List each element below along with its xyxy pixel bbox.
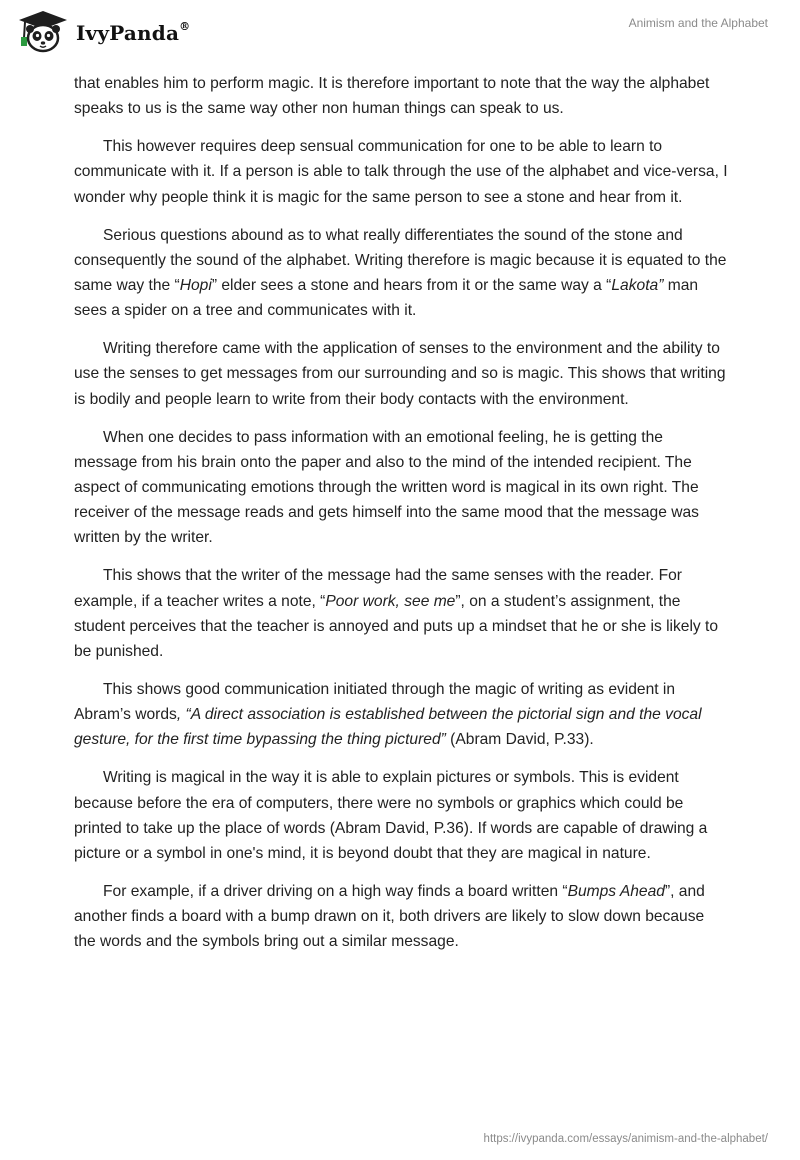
paragraph-text: Serious questions abound as to what really differentiates the sound of the stone and consequently the sound of the alphabet. Writing therefore is magic because it is equated to the same way the “ xyxy=(74,226,727,295)
ivypanda-logo[interactable] xyxy=(14,8,190,54)
essay-paragraph xyxy=(74,879,729,955)
paragraph-text: This shows good communication initiated through the magic of writing as evident in Abram’s words xyxy=(74,681,676,724)
essay-paragraph xyxy=(74,134,729,210)
italic-text: Bumps Ahead xyxy=(567,883,665,901)
paragraph-text: This shows that the writer of the message had the same senses with the reader. For example, if a teacher writes a note, “ xyxy=(74,567,682,610)
essay-paragraph xyxy=(74,677,729,753)
essay-paragraph xyxy=(74,425,729,551)
paragraph-text: man sees a spider on a tree and communicates with it. xyxy=(74,277,699,320)
document-title: Animism and the Alphabet xyxy=(628,16,768,30)
paragraph-text: that enables him to perform magic. It is therefore important to note that the way the alphabet speaks to us is the same way other non human things can speak to us. xyxy=(74,75,710,118)
essay-paragraph xyxy=(74,336,729,412)
paragraph-text: Writing is magical in the way it is able to explain pictures or symbols. This is evident because before the era of computers, there were no symbols or graphics which could be printed to take up the place of words (Abram David, P.36). If words are capable of drawing a picture or a symbol in one's mind, it is beyond doubt that they are magical in nature. xyxy=(74,769,708,863)
paragraph-text: When one decides to pass information with an emotional feeling, he is getting the message from his brain onto the paper and also to the mind of the intended recipient. The aspect of communicating emotions through the written word is magical in its own right. The receiver of the message reads and gets himself into the same mood that the message was written by the writer. xyxy=(74,428,699,547)
essay-paragraph xyxy=(74,563,729,664)
brand-name: IvyPanda® xyxy=(76,20,191,45)
essay-body xyxy=(74,71,729,967)
italic-text: Lakota” xyxy=(611,277,664,295)
essay-paragraph xyxy=(74,765,729,866)
essay-paragraph xyxy=(74,223,729,324)
paragraph-text: ”, on a student’s assignment, the student perceives that the teacher is annoyed and puts up a mindset that he or she is likely to be punished. xyxy=(74,592,719,661)
page-header xyxy=(0,0,800,70)
footer-url[interactable]: https://ivypanda.com/essays/animism-and-the-alphabet/ xyxy=(483,1133,768,1145)
paragraph-text: ” elder sees a stone and hears from it or the same way a “ xyxy=(211,277,612,295)
paragraph-text: (Abram David, P.33). xyxy=(445,731,594,749)
paragraph-text: For example, if a driver driving on a high way finds a board written “ xyxy=(103,883,568,901)
italic-text: Poor work, see me xyxy=(325,592,456,610)
paragraph-text: This however requires deep sensual communication for one to be able to learn to communicate with it. If a person is able to talk through the use of the alphabet and vice-versa, I wonder why people think it is magic for the same person to see a stone and hear from it. xyxy=(74,138,728,206)
paragraph-text: ”, and another finds a board with a bump drawn on it, both drivers are likely to slow down because the words and the symbols bring out a similar message. xyxy=(74,883,705,951)
essay-paragraph xyxy=(74,71,729,121)
panda-graduate-icon xyxy=(14,8,72,54)
paragraph-text: Writing therefore came with the application of senses to the environment and the ability to use the senses to get messages from our surrounding and so is magic. This shows that writing is bodily and people learn to write from their body contacts with the environment. xyxy=(74,340,726,408)
italic-text: Hopi xyxy=(179,277,212,295)
italic-text: , “A direct association is established between the pictorial sign and the vocal gesture, for the first time bypassing the thing pictured” xyxy=(74,706,702,749)
